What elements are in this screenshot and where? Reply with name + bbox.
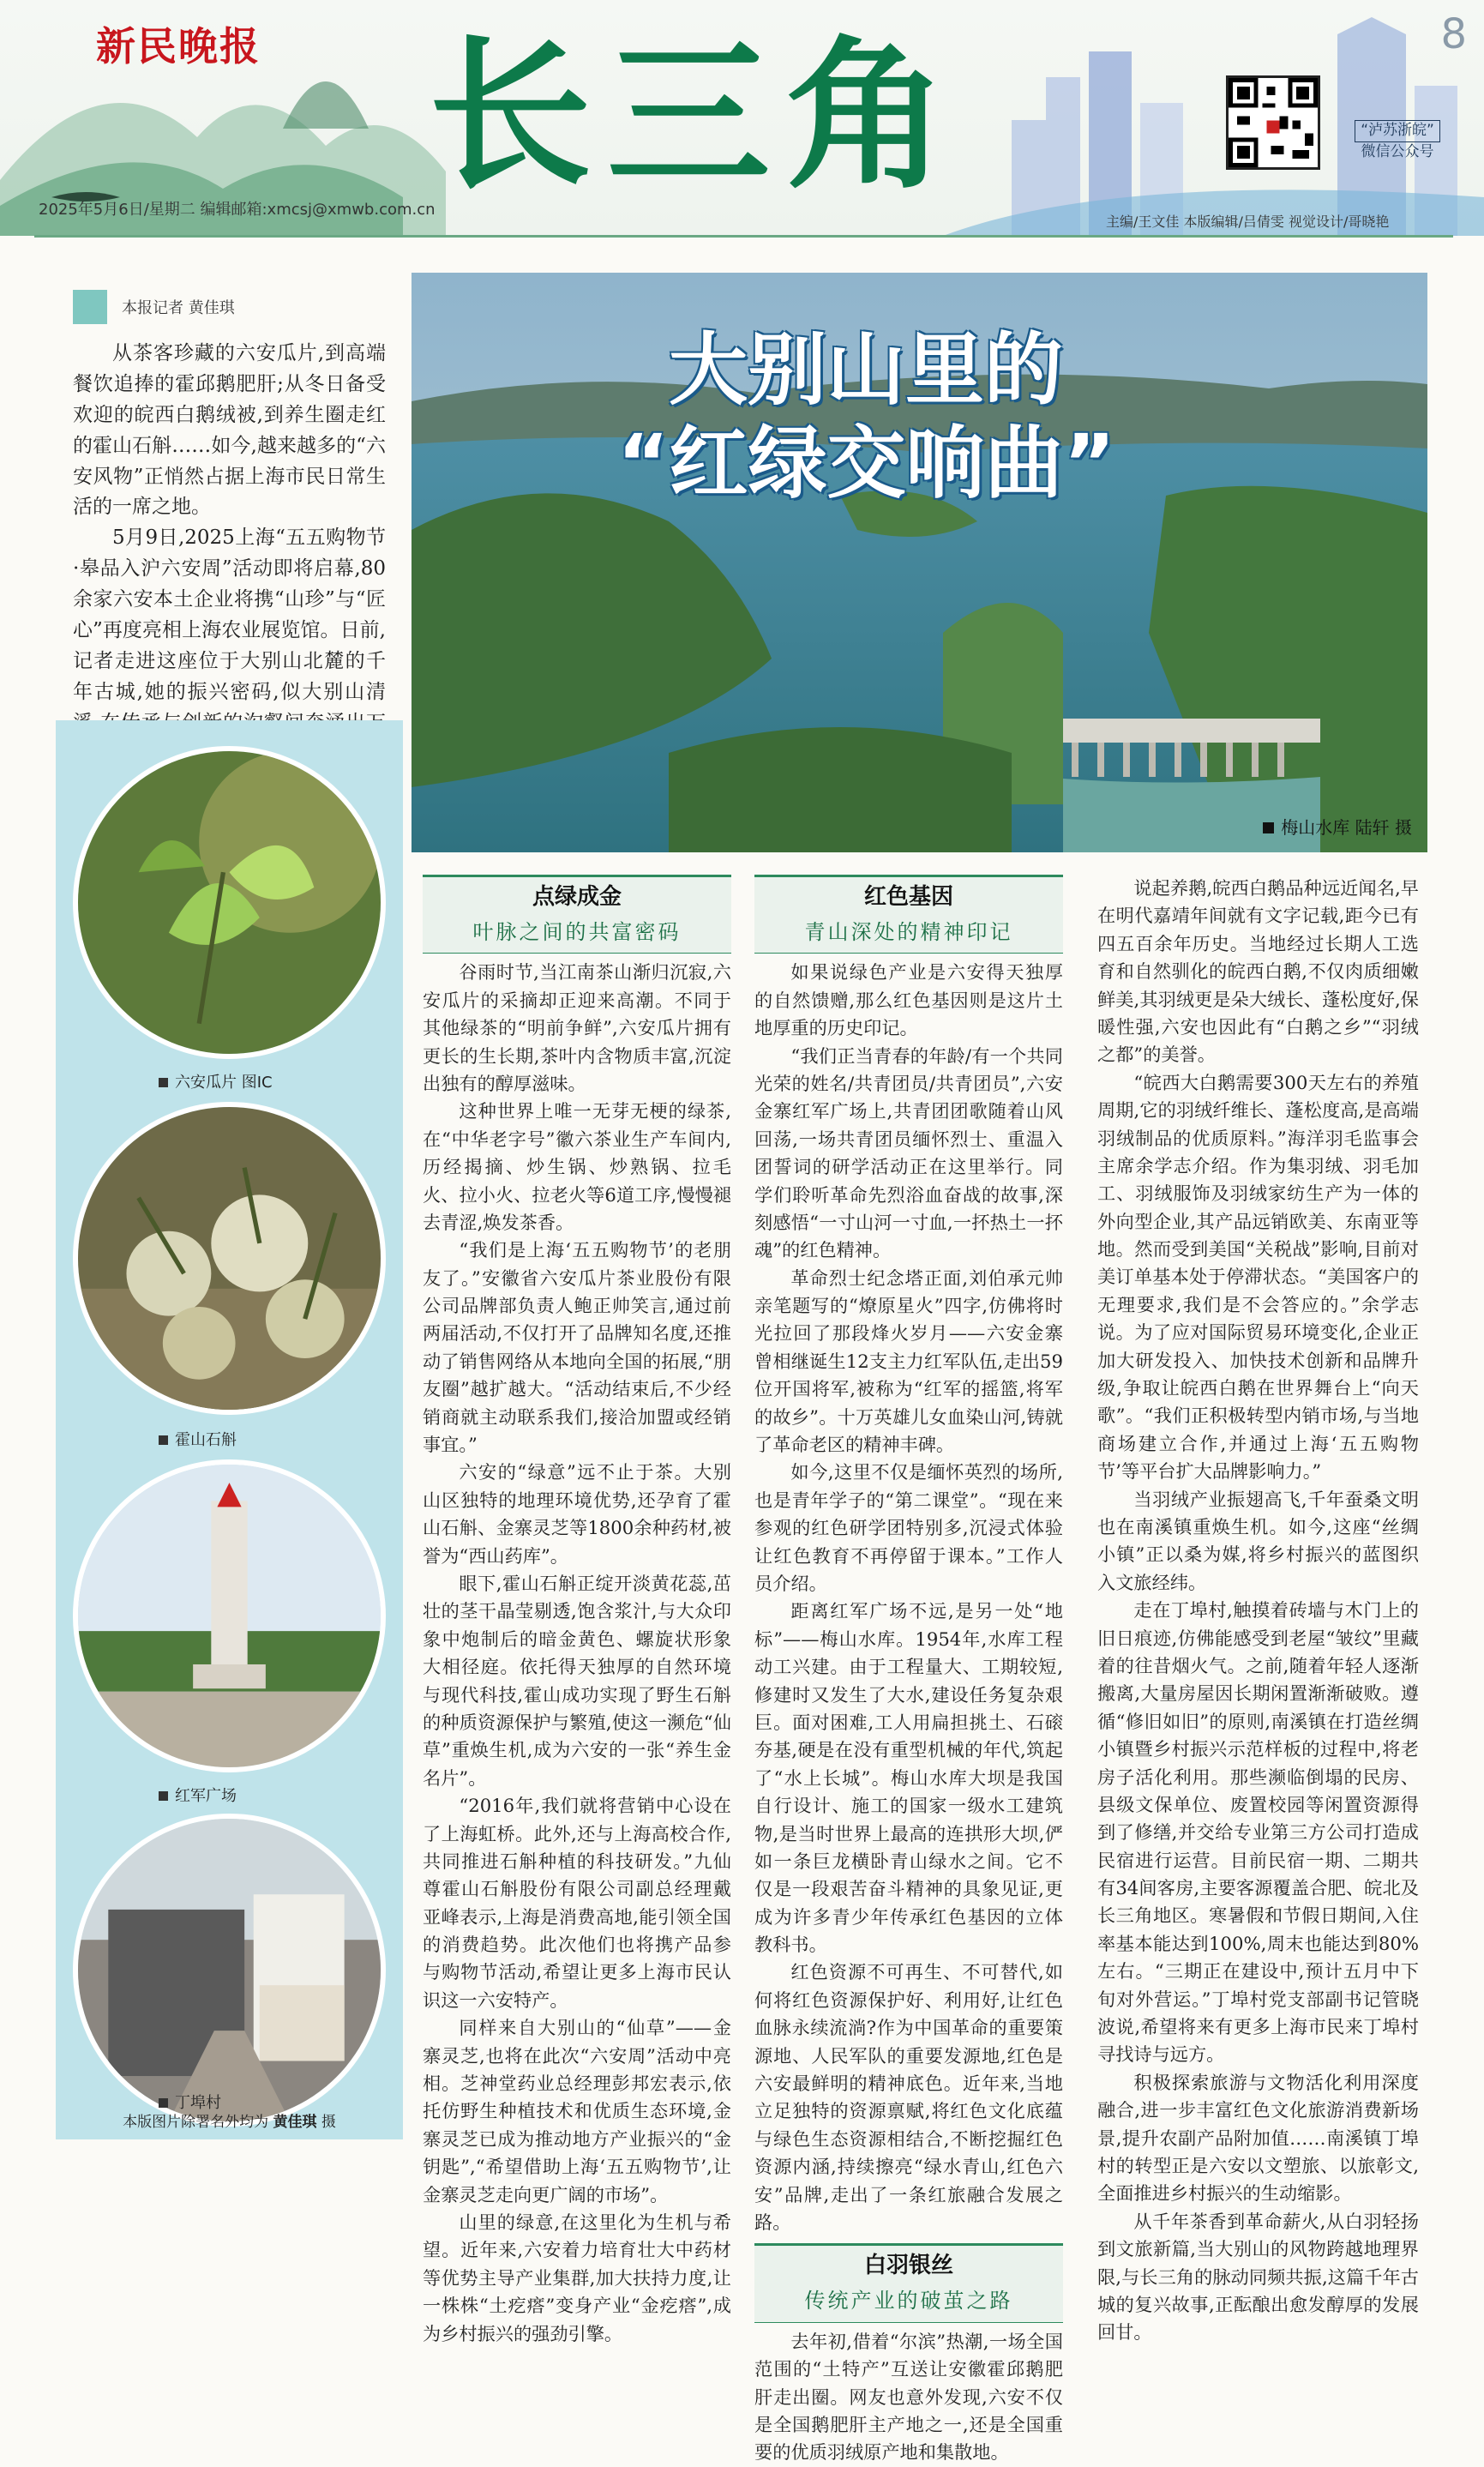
- caption-dendrobium: 霍山石斛: [159, 1428, 237, 1450]
- hero-headline: [617, 324, 1115, 510]
- red-army-square-photo: [73, 1459, 386, 1772]
- hero-caption: 梅山水库 陆轩 摄: [1263, 814, 1412, 839]
- section-heading: 白羽银丝: [863, 2253, 953, 2279]
- paragraph: 从千年茶香到革命薪火,从白羽轻扬到文旅新篇,当大别山的风物跨越地理界限,与长三角的脉动同频共振,这篇千年古城的复兴故事,正酝酿出愈发醇厚的发展回甘。: [1097, 2210, 1419, 2344]
- hero-headline-line1: 大别山里的: [669, 324, 1064, 416]
- lede-paragraph: 从茶客珍藏的六安瓜片,到高端餐饮追捧的霍邱鹅肥肝;从冬日备受欢迎的皖西白鹅绒被,到养生圈走红的霍山石斛……如今,越来越多的“六安风物”正悄然占据上海市民日常生活的一席之地。: [73, 342, 386, 519]
- paragraph: 积极探索旅游与文物活化利用深度融合,进一步丰富红色文化旅游消费新场景,提升农副产品附加值……南溪镇丁埠村的转型正是六安以文塑旅、以旅彰文,全面推进乡村振兴的生动缩影。: [1097, 2071, 1419, 2205]
- hero-photo: [412, 273, 1427, 852]
- editor-credits: 主编/王文佳 本版编辑/吕倩雯 视觉设计/哥晓艳: [1106, 214, 1390, 230]
- paragraph: 这种世界上唯一无芽无梗的绿茶,在“中华老字号”徽六茶业生产车间内,历经揭摘、炒生锅、炒熟锅、拉毛火、拉小火、拉老火等6道工序,慢慢褪去青涩,焕发茶香。: [423, 1100, 731, 1233]
- paragraph: “皖西大白鹅需要300天左右的养殖周期,它的羽绒纤维长、蓬松度高,是高端羽绒制品的优质原料。”海洋羽毛监事会主席余学志介绍。作为集羽绒、羽毛加工、羽绒服饰及羽绒家纺生产为一体的外向型企业,其产品远销欧美、东南亚等地。然而受到美国“关税战”影响,目前对美订单基本处于停滞状态。“美国客户的无理要求,我们是不会答应的。”余学志说。为了应对国际贸易环境变化,企业正加大研发投入、加快技术创新和品牌升级,争取让皖西白鹅在世界舞台上“向天歌”。“我们正积极转型内销市场,与当地商场建立合作,并通过上海‘五五购物节’等平台扩大品牌影响力。”: [1097, 1071, 1419, 1483]
- photo-credit-prefix: 本版图片除署名外均为: [123, 2114, 269, 2131]
- wechat-label: 微信公众号: [1361, 142, 1434, 160]
- section-title: 长三角: [429, 20, 964, 211]
- photo-sidebar: [56, 720, 403, 2139]
- lede: [73, 339, 386, 769]
- paragraph: 红色资源不可再生、不可替代,如何将红色资源保护好、利用好,让红色血脉永续流淌?作为中国革命的重要策源地、人民军队的重要发源地,红色是六安最鲜明的精神底色。近年来,当地立足独特的资源禀赋,将红色文化底蕴与绿色生态资源相结合,不断挖掘红色资源内涵,持续擦亮“绿水青山,红色六安”品牌,走出了一条红旅融合发展之路。: [754, 1961, 1063, 2233]
- paragraph: 革命烈士纪念塔正面,刘伯承元帅亲笔题写的“燎原星火”四字,仿佛将时光拉回了那段烽火岁月——六安金寨曾相继诞生12支主力红军队伍,走出59位开国将军,被称为“红军的摇篮,将军的故乡”。十万英雄儿女血染山河,铸就了革命老区的精神丰碑。: [754, 1267, 1063, 1456]
- section-header: [423, 875, 731, 954]
- column-2: [754, 875, 1063, 2467]
- paragraph: 山里的绿意,在这里化为生机与希望。近年来,六安着力培育壮大中药材等优势主导产业集群,加大扶持力度,让一株株“土疙瘩”变身产业“金疙瘩”,成为乡村振兴的强劲引擎。: [423, 2211, 731, 2344]
- dingbu-village-photo: [73, 1814, 386, 2127]
- paragraph: 去年初,借着“尔滨”热潮,一场全国范围的“土特产”互送让安徽霍邱鹅肥肝走出圈。网友也意外发现,六安不仅是全国鹅肥肝主产地之一,还是全国重要的优质羽绒原产地和集散地。: [754, 2330, 1063, 2464]
- paragraph: 如果说绿色产业是六安得天独厚的自然馈赠,那么红色基因则是这片土地厚重的历史印记。: [754, 961, 1063, 1039]
- dateline: 2025年5月6日/星期二 编辑邮箱:xmcsj@xmwb.com.cn: [39, 201, 436, 219]
- wechat-tag: “泸苏浙皖”: [1355, 120, 1440, 142]
- section-header: [754, 2243, 1063, 2322]
- byline: 本报记者 黄佳琪: [122, 299, 235, 317]
- paragraph: 走在丁埠村,触摸着砖墙与木门上的旧日痕迹,仿佛能感受到老屋“皱纹”里藏着的往昔烟火气。之前,随着年轻人逐渐搬离,大量房屋因长期闲置渐渐破败。遵循“修旧如旧”的原则,南溪镇在打造丝绸小镇暨乡村振兴示范样板的过程中,将老房子活化利用。那些濒临倒塌的民房、县级文保单位、废置校园等闲置资源得到了修缮,并交给专业第三方公司打造成民宿进行运营。目前民宿一期、二期共有34间客房,主要客源覆盖合肥、皖北及长三角地区。寒暑假和节假日期间,入住率基本能达到100%,周末也能达到80%左右。“三期正在建设中,预计五月中下旬对外营运。”丁埠村党支部副书记管晓波说,希望将来有更多上海市民来丁埠村寻找诗与远方。: [1097, 1599, 1419, 2066]
- hero-headline-line2: “红绿交响曲”: [617, 417, 1115, 509]
- paragraph: “我们正当青春的年龄/有一个共同光荣的姓名/共青团员/共青团员”,六安金寨红军广场上,共青团团歌随着山风回荡,一场共青团员缅怀烈士、重温入团誓词的研学活动正在这里举行。同学们聆听革命先烈浴血奋战的故事,深刻感悟“一寸山河一寸血,一抔热土一抔魂”的红色精神。: [754, 1044, 1063, 1261]
- paragraph: 谷雨时节,当江南茶山渐归沉寂,六安瓜片的采摘却正迎来高潮。不同于其他绿茶的“明前争鲜”,六安瓜片拥有更长的生长期,茶叶内含物质丰富,沉淀出独有的醇厚滋味。: [423, 961, 731, 1094]
- qr-code-icon[interactable]: [1226, 75, 1320, 170]
- photo-credit-suffix: 摄: [321, 2114, 336, 2131]
- paragraph: 眼下,霍山石斛正绽开淡黄花蕊,茁壮的茎干晶莹剔透,饱含浆汁,与大众印象中炮制后的暗金黄色、螺旋状形象大相径庭。依托得天独厚的自然环境与现代科技,霍山成功实现了野生石斛的种质资源保护与繁殖,使这一濒危“仙草”重焕生机,成为六安的一张“养生金名片”。: [423, 1572, 731, 1789]
- photo-credit-name: 黄佳琪: [273, 2114, 317, 2131]
- tea-photo: [73, 746, 386, 1059]
- caption-square: 红军广场: [159, 1784, 237, 1806]
- caption-village: 丁埠村: [159, 2091, 221, 2113]
- byline-marker: [73, 290, 107, 324]
- paragraph: 六安的“绿意”远不止于茶。大别山区独特的地理环境优势,还孕育了霍山石斛、金寨灵芝等1800余种药材,被誉为“西山药库”。: [423, 1461, 731, 1567]
- masthead-rule: [34, 235, 1453, 238]
- section-heading: 点绿成金: [532, 884, 622, 910]
- page-number: 8: [1440, 10, 1467, 58]
- paragraph: “2016年,我们就将营销中心设在了上海虹桥。此外,还与上海高校合作,共同推进石斛种植的科技研发。”九仙尊霍山石斛股份有限公司副总经理戴亚峰表示,上海是消费高地,能引领全国的消费趋势。此次他们也将携产品参与购物节活动,希望让更多上海市民认识这一六安特产。: [423, 1795, 731, 2011]
- column-1: [423, 875, 731, 2348]
- column-3: [1097, 875, 1419, 2347]
- wechat-account: [1329, 120, 1466, 163]
- section-subheading: 青山深处的精神印记: [804, 919, 1013, 944]
- paragraph: 如今,这里不仅是缅怀英烈的场所,也是青年学子的“第二课堂”。“现在来参观的红色研学团特别多,沉浸式体验让红色教育不再停留于课本。”工作人员介绍。: [754, 1461, 1063, 1594]
- caption-tea: 六安瓜片 图IC: [159, 1070, 273, 1092]
- paragraph: 说起养鹅,皖西白鹅品种远近闻名,早在明代嘉靖年间就有文字记载,距今已有四五百余年历史。当地经过长期人工选育和自然驯化的皖西白鹅,不仅肉质细嫩鲜美,其羽绒更是朵大绒长、蓬松度好,保暖性强,六安也因此有“白鹅之乡”“羽绒之都”的美誉。: [1097, 877, 1419, 1066]
- section-subheading: 叶脉之间的共富密码: [472, 919, 682, 944]
- paragraph: “我们是上海‘五五购物节’的老朋友了。”安徽省六安瓜片茶业股份有限公司品牌部负责人鲍正帅笑言,通过前两届活动,不仅打开了品牌知名度,还推动了销售网络从本地向全国的拓展,“朋友圈”越扩越大。“活动结束后,不少经销商就主动联系我们,接洽加盟或经销事宜。”: [423, 1239, 731, 1456]
- photo-credit: [56, 2109, 403, 2131]
- paragraph: 同样来自大别山的“仙草”——金寨灵芝,也将在此次“六安周”活动中亮相。芝神堂药业总经理彭邦宏表示,依托仿野生种植技术和优质生态环境,金寨灵芝已成为推动地方产业振兴的“金钥匙”,“希望借助上海‘五五购物节’,让金寨灵芝走向更广阔的市场”。: [423, 2017, 731, 2205]
- section-header: [754, 875, 1063, 954]
- newspaper-logo: 新民晚报: [96, 23, 261, 69]
- lede-paragraph: 5月9日,2025上海“五五购物节·皋品入沪六安周”活动即将启幕,80余家六安本土企业将携“山珍”与“匠心”再度亮相上海农业展览馆。日前,记者走进这座位于大别山北麓的千年古城,她的振兴密码,似大别山清: [73, 526, 386, 703]
- masthead: [0, 0, 1484, 236]
- dendrobium-photo: [73, 1102, 386, 1415]
- paragraph: 距离红军广场不远,是另一处“地标”——梅山水库。1954年,水库工程动工兴建。由于工程量大、工期较短,修建时又发生了大水,建设任务复杂艰巨。面对困难,工人用扁担挑土、石磙夯基,硬是在没有重型机械的年代,筑起了“水上长城”。梅山水库大坝是我国自行设计、施工的国家一级水工建筑物,是当时世界上最高的连拱形大坝,俨如一条巨龙横卧青山绿水之间。它不仅是一段艰苦奋斗精神的具象见证,更成为许多青少年传承红色基因的立体教科书。: [754, 1600, 1063, 1956]
- section-subheading: 传统产业的破茧之路: [804, 2289, 1013, 2314]
- paragraph: 当羽绒产业振翅高飞,千年蚕桑文明也在南溪镇重焕生机。如今,这座“丝绸小镇”正以桑为媒,将乡村振兴的蓝图织入文旅经纬。: [1097, 1488, 1419, 1593]
- section-heading: 红色基因: [863, 884, 953, 910]
